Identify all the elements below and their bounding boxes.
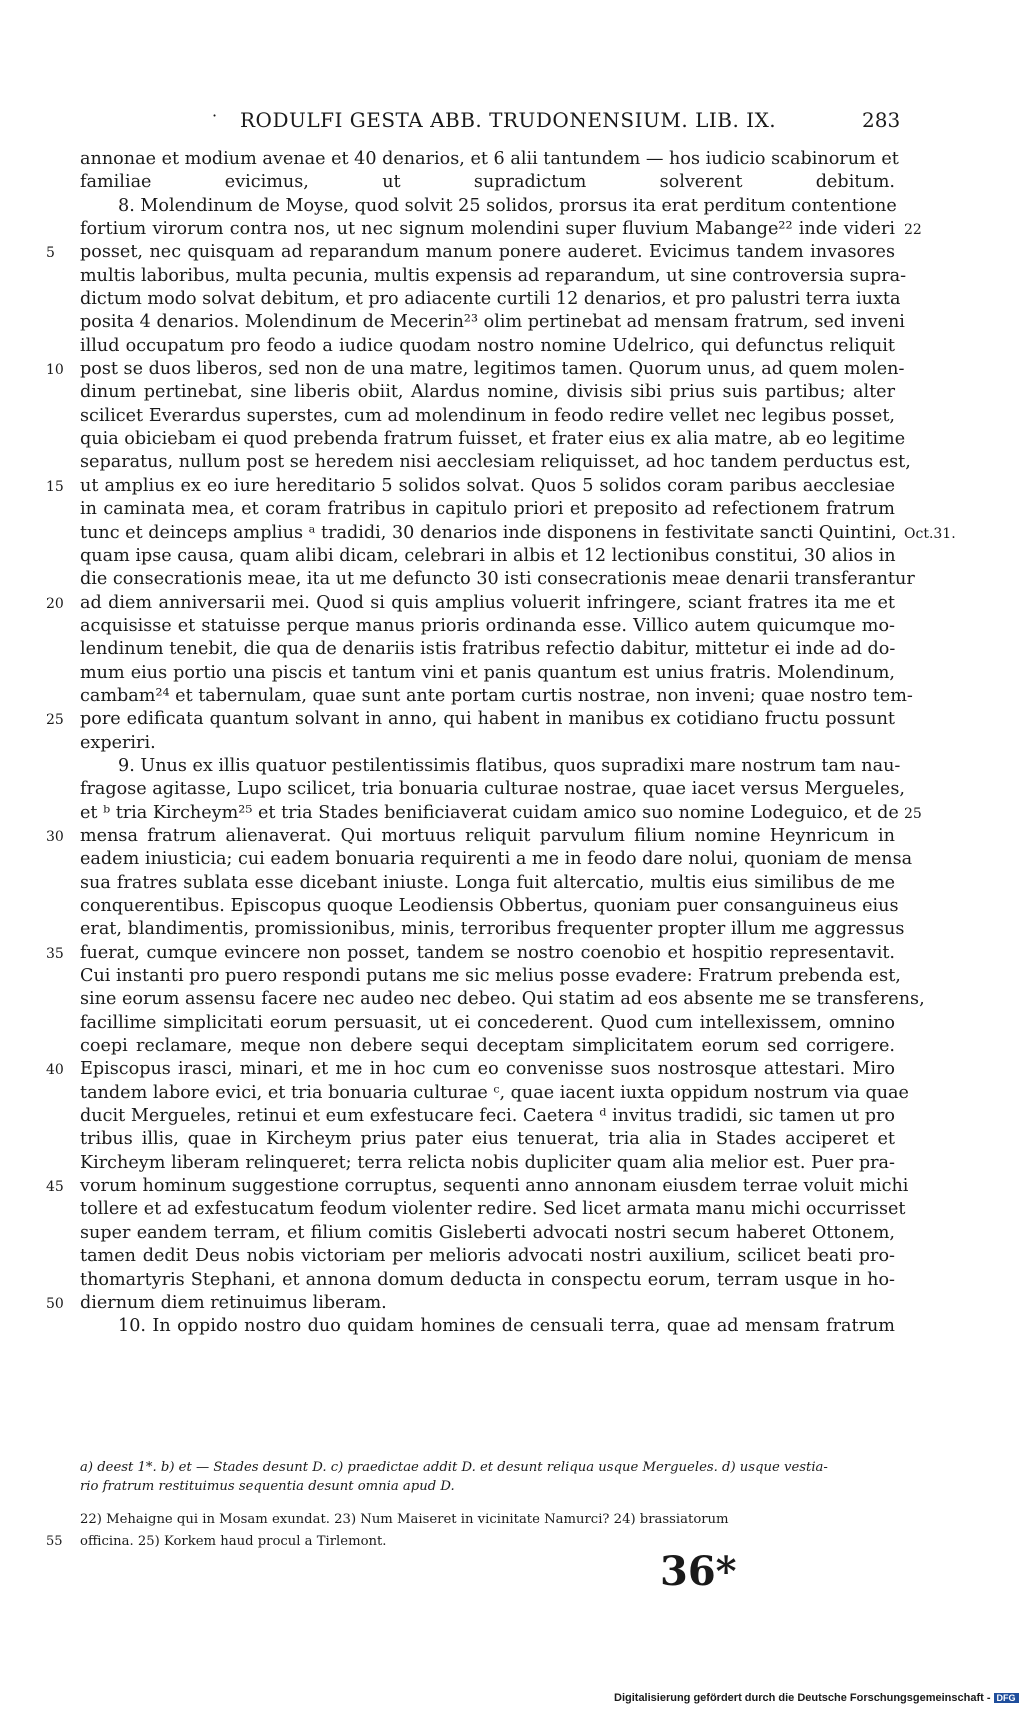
line-text: Episcopus irasci, minari, et me in hoc cum eo convenisse suos nostrosque attestari. Miro xyxy=(80,1059,895,1080)
line-text: sua fratres sublata esse dicebant iniuste. Longa fuit altercatio, multis eius similibus de me xyxy=(80,872,895,893)
text-line xyxy=(80,195,895,218)
margin-note: 22 xyxy=(904,222,922,239)
line-text: fragose agitasse, Lupo scilicet, tria bonuaria culturae nostrae, quae iacet versus Mergueles, xyxy=(80,779,905,800)
text-line xyxy=(80,1012,895,1035)
text-line xyxy=(80,662,895,685)
line-text: Cui instanti pro puero respondi putans me sic melius posse evadere: Fratrum prebenda est, xyxy=(80,966,901,987)
text-line xyxy=(80,872,895,895)
line-text: posita 4 denarios. Molendinum de Mecerin²³ olim pertinebat ad mensam fratrum, sed inveni xyxy=(80,312,905,333)
text-line xyxy=(80,895,899,918)
line-text: tamen dedit Deus nobis victoriam per melioris advocati nostri auxilium, scilicet beati pro- xyxy=(80,1246,895,1267)
footnote-text: 22) Mehaigne qui in Mosam exundat. 23) Num Maiseret in vicinitate Namurci? 24) brassiatorum xyxy=(80,1512,729,1527)
line-text: quam ipse causa, quam alibi dicam, celebrari in albis et 12 lectionibus constitui, 30 alios in xyxy=(80,545,896,566)
critical-apparatus xyxy=(80,1458,895,1496)
dfg-logo: DFG xyxy=(994,1693,1019,1703)
text-line xyxy=(80,755,901,778)
apparatus-line: a) deest 1*. b) et — Stades desunt D. c) praedictae addit D. et desunt reliqua usque Mergueles. d) usque vestia- xyxy=(80,1460,828,1475)
line-text: acquisisse et statuisse perque manus prioris ordinanda esse. Villico autem quicumque mo- xyxy=(80,615,895,636)
line-text: 8. Molendinum de Moyse, quod solvit 25 solidos, prorsus ita erat perditum contentione xyxy=(118,195,897,216)
line-number: 20 xyxy=(46,595,64,612)
line-text: tunc et deinceps amplius ᵃ tradidi, 30 denarios inde disponens in festivitate sancti Quintini, xyxy=(80,522,897,543)
line-number: 15 xyxy=(46,478,64,495)
text-line xyxy=(46,708,895,731)
text-line xyxy=(80,451,911,474)
line-text: 10. In oppido nostro duo quidam homines de censuali terra, quae ad mensam fratrum xyxy=(118,1316,895,1337)
text-line xyxy=(80,381,895,404)
text-line xyxy=(80,638,895,661)
line-text: tollere et ad exfestucatum feodum violenter redire. Sed licet armata manu michi occurrisset xyxy=(80,1199,906,1220)
line-text: mum eius portio una piscis et tantum vini et panis quantum est unius fratris. Molendinum, xyxy=(80,662,895,683)
line-text: annonae et modium avenae et 40 denarios, et 6 alii tantundem — hos iudicio scabinorum et xyxy=(80,149,899,169)
text-line xyxy=(80,1128,895,1151)
line-text: ut amplius ex eo iure hereditario 5 solidos solvat. Quos 5 solidos coram paribus aecclesiae xyxy=(80,475,895,496)
text-line xyxy=(80,918,905,941)
text-line xyxy=(80,405,895,428)
text-line xyxy=(80,1198,906,1221)
text-line xyxy=(46,942,895,965)
text-line xyxy=(80,311,905,334)
line-text: facillime simplicitati eorum persuasit, ut ei concederent. Quod cum intellexissem, omnino xyxy=(80,1012,895,1033)
running-header xyxy=(0,106,1000,134)
text-line xyxy=(46,1058,895,1081)
line-text: super eandem terram, et filium comitis Gisleberti advocati nostri secum haberet Ottonem, xyxy=(80,1222,895,1243)
line-text: illud occupatum pro feodo a iudice quodam nostro nomine Udelrico, qui defunctus reliquit xyxy=(80,335,895,356)
apparatus-line: rio fratrum restituimus sequentia desunt omnia apud D. xyxy=(80,1479,455,1494)
footnote-line xyxy=(46,1532,895,1554)
text-line xyxy=(80,428,906,451)
text-line xyxy=(46,1175,909,1198)
line-text: pore edificata quantum solvant in anno, qui habent in manibus ex cotidiano fructu possunt xyxy=(80,709,895,730)
line-text: dinum pertinebat, sine liberis obiit, Alardus nomine, divisis sibi prius suis partibus; alter xyxy=(80,382,895,403)
text-line xyxy=(80,335,895,358)
text-line xyxy=(80,1082,909,1105)
text-line xyxy=(80,685,913,708)
line-text: multis laboribus, multa pecunia, multis expensis ad reparandum, ut sine controversia supra- xyxy=(80,265,907,286)
text-line xyxy=(46,475,895,498)
text-line xyxy=(80,732,895,755)
text-line xyxy=(80,848,913,871)
main-text xyxy=(46,148,956,1339)
line-text: vorum hominum suggestione corruptus, sequenti anno annonam eiusdem terrae voluit michi xyxy=(80,1176,909,1197)
footnote-text: officina. 25) Korkem haud procul a Tirlemont. xyxy=(80,1534,387,1549)
text-line xyxy=(80,1152,895,1175)
page-number: 283 xyxy=(862,108,901,132)
footer-text: Digitalisierung gefördert durch die Deutsche Forschungsgemeinschaft - xyxy=(614,1692,991,1704)
line-text: 9. Unus ex illis quatuor pestilentissimis flatibus, quos supradixi mare nostrum tam nau- xyxy=(118,755,901,776)
text-line xyxy=(80,568,915,591)
text-line xyxy=(46,592,895,615)
text-line xyxy=(80,988,925,1011)
line-text: experiri. xyxy=(80,732,156,753)
line-text: ducit Mergueles, retinui et eum exfestucare feci. Caetera ᵈ invitus tradidi, sic tamen ut pro xyxy=(80,1106,895,1127)
line-number: 30 xyxy=(46,828,64,845)
line-text: fortium virorum contra nos, ut nec signum molendini super fluvium Mabange²² inde videri xyxy=(80,219,895,240)
line-text: fuerat, cumque evincere non posset, tandem se nostro coenobio et hospitio representavit. xyxy=(80,942,895,963)
margin-note: Oct.31. xyxy=(904,525,956,542)
text-line xyxy=(80,148,899,171)
line-number: 50 xyxy=(46,1295,64,1312)
line-number: 45 xyxy=(46,1179,64,1196)
text-line xyxy=(80,498,895,521)
text-line xyxy=(80,522,956,545)
line-number: 25 xyxy=(46,712,64,729)
line-text: cambam²⁴ et tabernulam, quae sunt ante portam curtis nostrae, non inveni; quae nostro tem- xyxy=(80,685,913,706)
text-line xyxy=(80,1315,895,1338)
line-text: die consecrationis meae, ita ut me defuncto 30 isti consecrationis meae denarii transferantur xyxy=(80,569,915,590)
text-line xyxy=(80,218,922,241)
line-number: 5 xyxy=(46,245,55,262)
line-text: tandem labore evici, et tria bonuaria culturae ᶜ, quae iacent iuxta oppidum nostrum via quae xyxy=(80,1082,909,1103)
line-text: sine eorum assensu facere nec audeo nec debeo. Qui statim ad eos absente me se transferens, xyxy=(80,989,925,1010)
line-text: Kircheym liberam relinqueret; terra relicta nobis dupliciter quam alia melior est. Puer pra- xyxy=(80,1152,895,1173)
line-text: thomartyris Stephani, et annona domum deducta in conspectu eorum, terram usque in ho- xyxy=(80,1269,895,1290)
footer-credit xyxy=(614,1692,1019,1704)
footnote-line xyxy=(80,1510,895,1532)
signature-mark: 36* xyxy=(660,1548,737,1595)
text-line xyxy=(46,358,905,381)
line-text: familiae evicimus, ut supradictum solverent debitum. xyxy=(80,172,895,193)
line-text: mensa fratrum alienaverat. Qui mortuus reliquit parvulum filium nomine Heynricum in xyxy=(80,825,895,846)
line-text: tribus illis, quae in Kircheym prius pater eius tenuerat, tria alia in Stades acciperet et xyxy=(80,1129,895,1150)
text-line xyxy=(80,1269,895,1292)
text-line xyxy=(80,615,895,638)
text-line xyxy=(80,778,905,801)
line-text: post se duos liberos, sed non de una matre, legitimos tamen. Quorum unus, ad quem molen- xyxy=(80,359,905,380)
line-text: diernum diem retinuimus liberam. xyxy=(80,1292,387,1313)
line-text: separatus, nullum post se heredem nisi aecclesiam reliquisset, ad hoc tandem perductus est, xyxy=(80,452,911,473)
text-line xyxy=(46,241,895,264)
text-line xyxy=(80,965,901,988)
line-text: coepi reclamare, meque non debere sequi deceptam simplicitatem eorum sed corrigere. xyxy=(80,1036,895,1057)
text-line xyxy=(80,545,895,568)
text-line xyxy=(80,802,922,825)
line-text: dictum modo solvat debitum, et pro adiacente curtili 12 denarios, et pro palustri terra iuxta xyxy=(80,289,901,310)
text-line xyxy=(80,1105,895,1128)
text-line xyxy=(46,1292,895,1315)
text-line xyxy=(80,265,907,288)
line-text: eadem iniusticia; cui eadem bonuaria requirenti a me in feodo dare nolui, quoniam de mensa xyxy=(80,849,913,870)
text-line xyxy=(80,1222,895,1245)
line-text: erat, blandimentis, promissionibus, minis, terroribus frequenter propter illum me aggressus xyxy=(80,919,905,940)
explanatory-notes xyxy=(46,1510,895,1554)
header-dot: · xyxy=(212,106,218,125)
line-text: conquerentibus. Episcopus quoque Leodiensis Obbertus, quoniam puer consanguineus eius xyxy=(80,896,899,916)
text-line xyxy=(80,1035,895,1058)
line-text: posset, nec quisquam ad reparandum manum ponere auderet. Evicimus tandem invasores xyxy=(80,242,895,263)
text-line xyxy=(80,171,895,194)
line-text: quia obiciebam ei quod prebenda fratrum fuisset, et frater eius ex alia matre, ab eo legitime xyxy=(80,429,906,450)
line-number: 40 xyxy=(46,1062,64,1079)
text-line xyxy=(80,1245,895,1268)
running-title: RODULFI GESTA ABB. TRUDONENSIUM. LIB. IX. xyxy=(240,108,777,132)
line-text: lendinum tenebit, die qua de denariis istis fratribus refectio dabitur, mittetur ei inde ad do- xyxy=(80,639,896,660)
line-text: et ᵇ tria Kircheym²⁵ et tria Stades benificiaverat cuidam amico suo nomine Lodeguico, et de xyxy=(80,802,899,823)
line-number: 55 xyxy=(46,1534,63,1549)
text-line xyxy=(80,288,901,311)
text-line xyxy=(46,825,895,848)
margin-note: 25 xyxy=(904,805,922,822)
line-number: 10 xyxy=(46,362,64,379)
line-text: scilicet Everardus superstes, cum ad molendinum in feodo redire vellet nec legibus posset, xyxy=(80,405,895,426)
line-text: in caminata mea, et coram fratribus in capitulo priori et preposito ad refectionem fratrum xyxy=(80,499,895,520)
line-number: 35 xyxy=(46,945,64,962)
line-text: ad diem anniversarii mei. Quod si quis amplius voluerit infringere, sciant fratres ita me et xyxy=(80,592,895,613)
